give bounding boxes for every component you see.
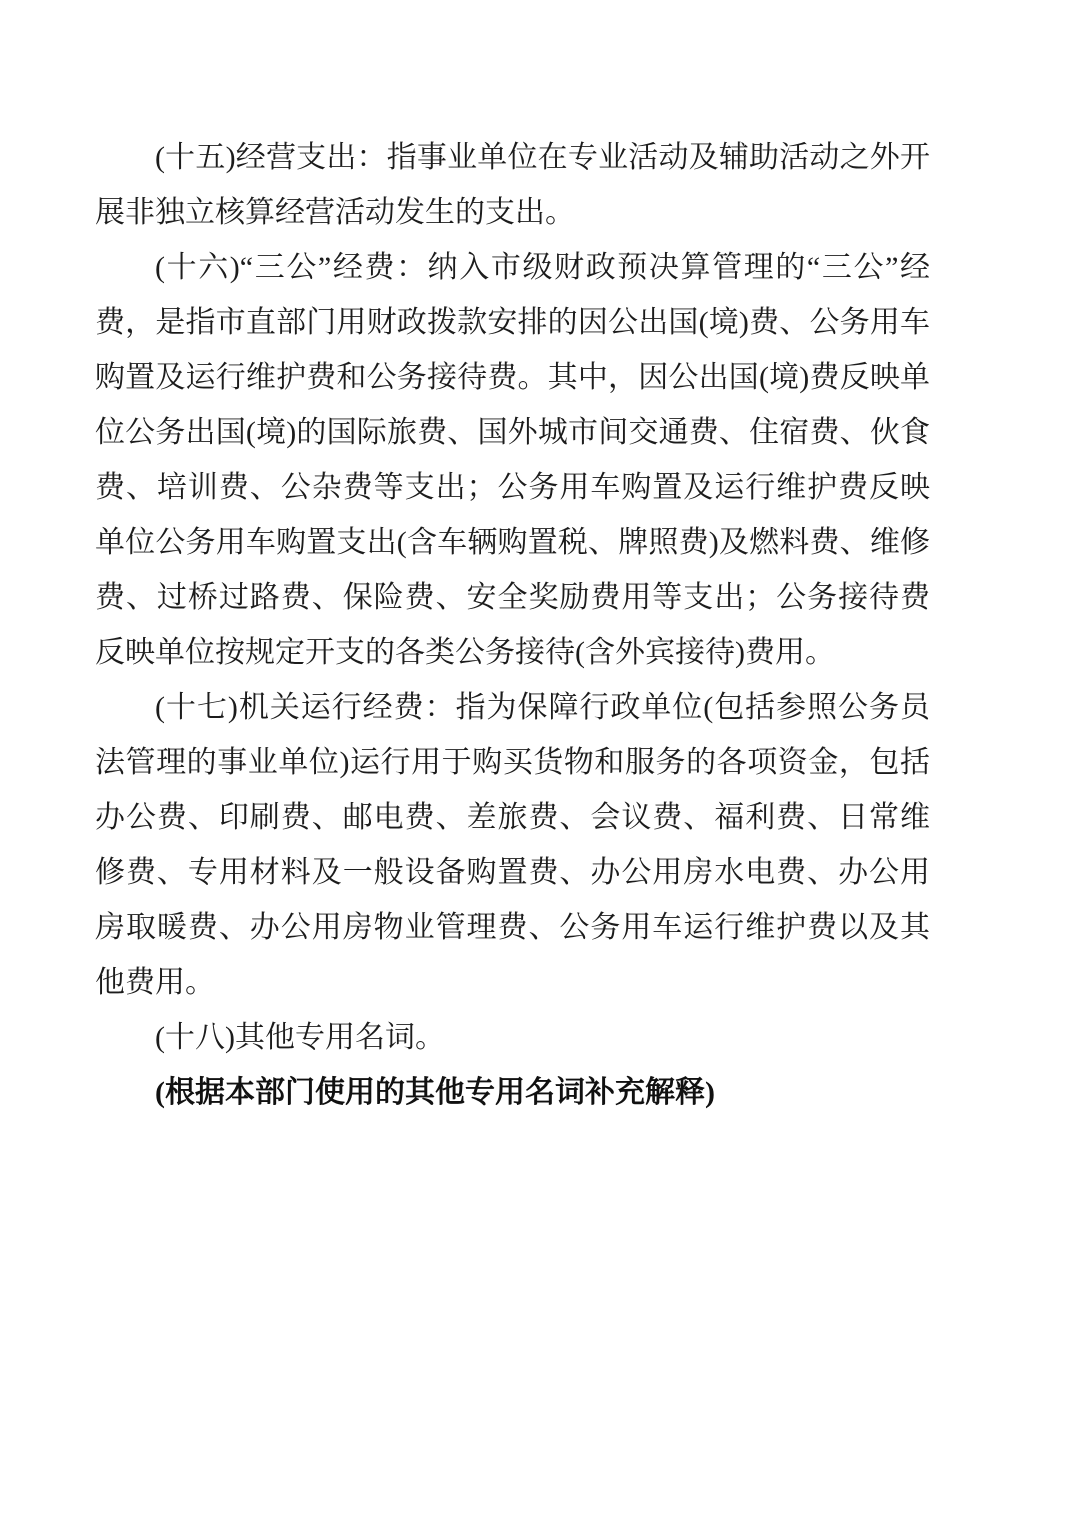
- paragraph-item-16-three-public-funds: (十六)“三公”经费：纳入市级财政预决算管理的“三公”经费，是指市直部门用财政拨款安排的因公出国(境)费、公务用车购置及运行维护费和公务接待费。其中，因公出国(境)费反映单位公务出国(境)的国际旅费、国外城市间交通费、住宿费、伙食费、培训费、公杂费等支出；公务用车购置及运行维护费反映单位公务用车购置支出(含车辆购置税、牌照费)及燃料费、维修费、过桥过路费、保险费、安全奖励费用等支出；公务接待费反映单位按规定开支的各类公务接待(含外宾接待)费用。: [95, 251, 930, 669]
- paragraph-item-17-agency-operating-funds: (十七)机关运行经费：指为保障行政单位(包括参照公务员法管理的事业单位)运行用于购买货物和服务的各项资金，包括办公费、印刷费、邮电费、差旅费、会议费、福利费、日常维修费、专用材料及一般设备购置费、办公用房水电费、办公用房取暖费、办公用房物业管理费、公务用车运行维护费以及其他费用。: [95, 691, 930, 999]
- document-body: [95, 130, 930, 1120]
- paragraph-item-18-other-terms: (十八)其他专用名词。: [155, 1021, 445, 1054]
- paragraph-item-15-operating-expenditure: (十五)经营支出：指事业单位在专业活动及辅助活动之外开展非独立核算经营活动发生的支出。: [95, 141, 930, 229]
- paragraph-supplementary-note: (根据本部门使用的其他专用名词补充解释): [155, 1076, 715, 1109]
